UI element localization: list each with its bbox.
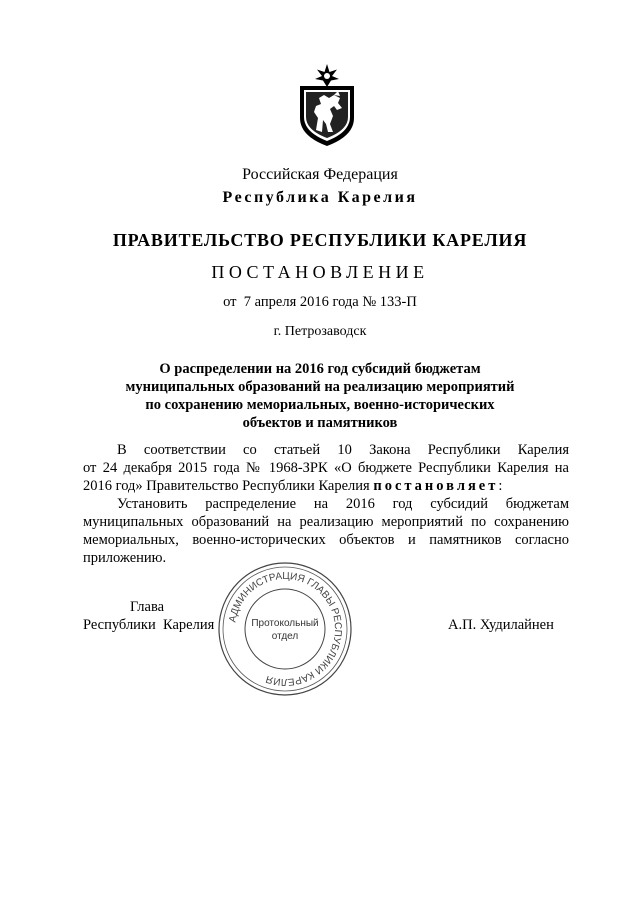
subject-line: объектов и памятников	[242, 415, 398, 431]
stamp-center-line-2: отдел	[271, 631, 299, 642]
body-line	[83, 477, 569, 495]
republic-name: Республика Карелия	[222, 189, 418, 206]
document-subject	[100, 360, 540, 432]
body-line: В соответствии со статьей 10 Закона Республики Карелия	[117, 442, 569, 458]
body-line: приложению.	[83, 550, 167, 566]
subject-line: муниципальных образований на реализацию мероприятий	[125, 379, 515, 395]
body-line-text: 2016 год» Правительство Республики Карелия	[83, 478, 374, 494]
document-date-number: от 7 апреля 2016 года № 133-П	[223, 294, 417, 310]
signatory-name: А.П. Худилайнен	[448, 617, 554, 633]
document-body	[83, 441, 569, 567]
subject-line: О распределении на 2016 год субсидий бюджетам	[159, 361, 481, 377]
decree-colon: :	[498, 478, 503, 494]
body-line: от 24 декабря 2015 года № 1968-ЗРК «О бюджете Республики Карелия на	[83, 460, 569, 476]
stamp-ring-text: АДМИНИСТРАЦИЯ ГЛАВЫ РЕСПУБЛИКИ КАРЕЛИЯ	[227, 570, 344, 688]
subject-line: по сохранению мемориальных, военно-исторических	[145, 397, 495, 413]
body-line: Установить распределение на 2016 год субсидий бюджетам	[117, 496, 569, 512]
document-type: ПОСТАНОВЛЕНИЕ	[211, 262, 429, 282]
signatory-organization: Республики Карелия	[83, 617, 215, 633]
official-stamp	[215, 559, 355, 699]
document-city: г. Петрозаводск	[273, 324, 367, 339]
stamp-center-line-1: Протокольный	[251, 618, 319, 629]
government-title: ПРАВИТЕЛЬСТВО РЕСПУБЛИКИ КАРЕЛИЯ	[112, 230, 528, 250]
signatory-title: Глава	[130, 599, 165, 615]
country-name: Российская Федерация	[242, 166, 398, 183]
decree-word: постановляет	[373, 478, 499, 494]
coat-of-arms-emblem	[296, 62, 358, 148]
body-line: мемориальных, военно-исторических объектов и памятников согласно	[83, 532, 569, 548]
body-line: муниципальных образований на реализацию мероприятий по сохранению	[83, 514, 569, 530]
